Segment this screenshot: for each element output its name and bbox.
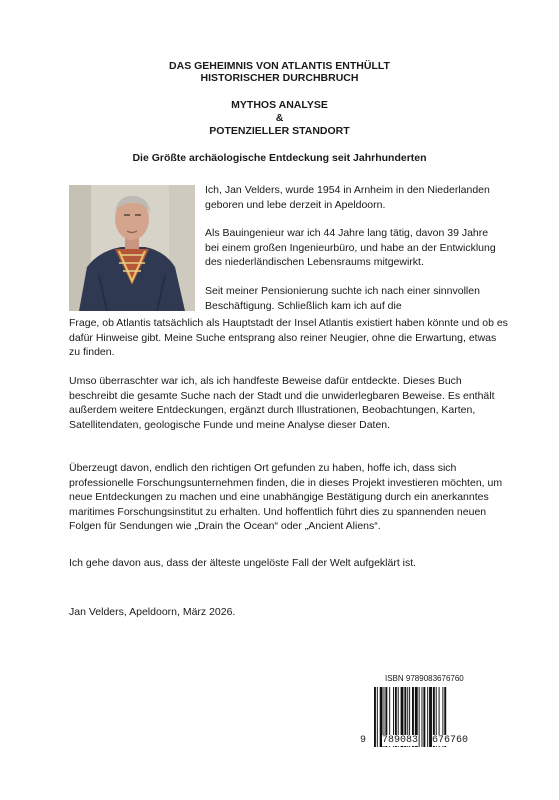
barcode-digits-right: 676760 <box>432 735 469 746</box>
book-subtitle: Die Größte archäologische Entdeckung seit Jahrhunderten <box>132 152 427 164</box>
paragraph-career: Als Bauingenieur war ich 44 Jahre lang tätig, davon 39 Jahre bei einem großen Ingenieurbüro, und habe an der Entwicklung des niederländischen Lebensraums mitgewirkt. <box>205 227 496 268</box>
book-title: DAS GEHEIMNIS VON ATLANTIS ENTHÜLLT <box>169 60 390 72</box>
author-photo <box>69 185 195 311</box>
paragraph-conclusion: Ich gehe davon aus, dass der älteste ungelöste Fall der Welt aufgeklärt ist. <box>69 557 417 569</box>
book-title-line2: HISTORISCHER DURCHBRUCH <box>200 72 359 84</box>
barcode-digits-left: 789083 <box>382 735 419 746</box>
paragraph-retirement: Seit meiner Pensionierung suchte ich nach einer sinnvollen Beschäftigung. Schließlich kam ich auf die <box>205 285 480 312</box>
paragraph-birth: Ich, Jan Velders, wurde 1954 in Arnheim in den Niederlanden geboren und lebe derzeit in Apeldoorn. <box>205 184 490 211</box>
author-portrait-image <box>69 185 195 311</box>
topic-line2: POTENZIELLER STANDORT <box>209 125 350 137</box>
paragraph-evidence: Umso überraschter war ich, als ich handfeste Beweise dafür entdeckte. Dieses Buch beschreibt die gesamte Suche nach der Stadt und die unwiderlegbaren Beweise. Es enthält außerdem weitere Entdeckungen, ergänzt durch Illustrationen, Beobachtungen, Karten, Satellitendaten, geologische Funde und meine Analyse dieser Daten. <box>69 375 495 431</box>
paragraph-question: Frage, ob Atlantis tatsächlich als Hauptstadt der Insel Atlantis existiert haben könnte und ob es dafür Hinweise gibt. Meine Suche entsprang also reiner Neugier, ohne die Erwartung, etwas zu finden. <box>69 317 508 358</box>
signature: Jan Velders, Apeldoorn, März 2026. <box>69 606 236 618</box>
topic-ampersand: & <box>275 112 284 124</box>
barcode-digit-first: 9 <box>360 735 367 746</box>
paragraph-hope: Überzeugt davon, endlich den richtigen Ort gefunden zu haben, hoffe ich, dass sich professionelle Forschungsunternehmen finden, die in dieses Projekt investieren möchten, um neue Entdeckungen zu machen und eine unabhängige Bestätigung durch ein anerkanntes maritimes Forschungsinstitut zu erhalten. Und hoffentlich führt dies zu spannenden neuen Folgen für Sendungen wie „Drain the Ocean“ oder „Ancient Aliens“. <box>69 462 503 532</box>
topic-line1: MYTHOS ANALYSE <box>231 99 328 111</box>
isbn-label: ISBN 9789083676760 <box>385 674 464 683</box>
